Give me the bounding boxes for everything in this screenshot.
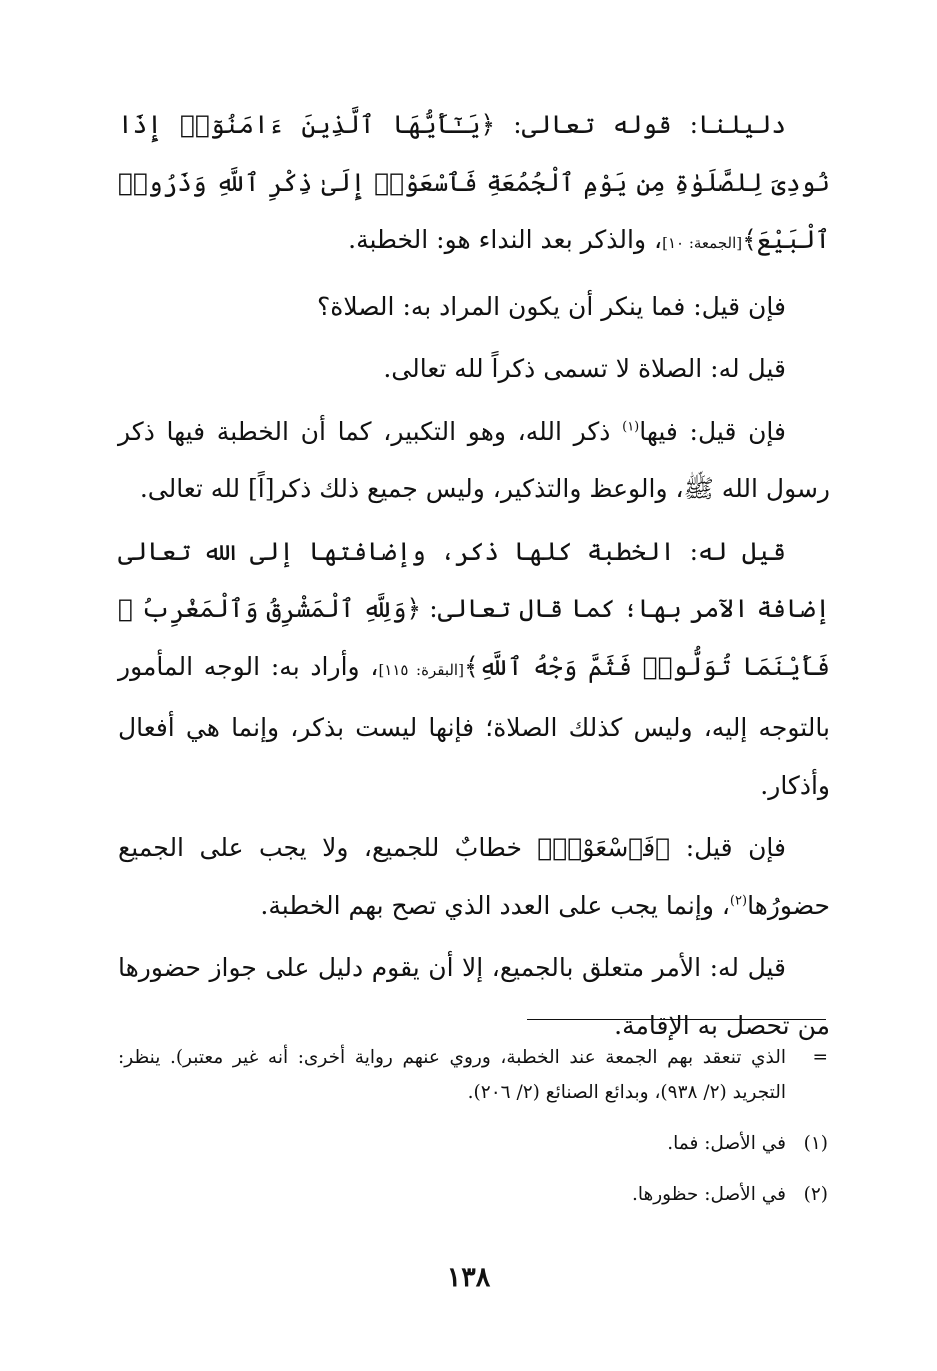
paragraph-6-text-b: خطابٌ للجميع، ولا يجب على الجميع حضورُها	[118, 833, 830, 920]
paragraph-5	[118, 523, 830, 815]
footnote-text: في الأصل: حظورها.	[631, 1184, 786, 1205]
verse-reference-baqarah: [البقرة: ١١٥]	[378, 660, 464, 679]
footnote-number: =	[812, 1047, 828, 1068]
paragraph-1-text-b: ، والذكر بعد النداء هو: الخطبة.	[348, 225, 663, 254]
footnote-marker-1: (١)	[622, 419, 640, 435]
paragraph-6	[118, 819, 830, 934]
footnotes	[118, 1040, 830, 1228]
paragraph-1-text-a: دليلنا: قوله تعالى:	[495, 110, 786, 139]
footnote-number: (١)	[803, 1133, 828, 1154]
footnote-text: في الأصل: فما.	[667, 1133, 786, 1154]
paragraph-1	[118, 96, 830, 273]
paragraph-5-text-b: ، وأراد به: الوجه المأمور بالتوجه إليه، وليس كذلك الصلاة؛ فإنها ليست بذكر، وإنما هي أفعال وأذكار.	[118, 651, 830, 800]
footnote-number: (٢)	[803, 1184, 828, 1205]
footnote-continued	[118, 1040, 830, 1110]
paragraph-2: فإن قيل: فما ينكر أن يكون المراد به: الصلاة؟	[316, 291, 786, 321]
footnote-text: الذي تنعقد بهم الجمعة عند الخطبة، وروي عنهم رواية أخرى: أنه غير معتبر). ينظر: التجريد (٢/ ٩٣٨)، وبدائع الصنائع (٢/ ٢٠٦).	[118, 1047, 786, 1103]
quran-verse-baqarah: ﴿وَلِلَّهِ ٱلْمَشْرِقُ وَٱلْمَغْرِبُ ۚ فَأَيْنَمَا تُوَلُّوا۟ فَثَمَّ وَجْهُ ٱللَّهِ﴾	[118, 594, 830, 681]
paragraph-7: قيل له: الأمر متعلق بالجميع، إلا أن يقوم دليل على جواز حضورها من تحصل به الإقامة.	[118, 953, 830, 1040]
paragraph-6-text-c: ، وإنما يجب على العدد الذي تصح بهم الخطبة.	[260, 890, 730, 920]
footnote-separator	[527, 1019, 826, 1020]
paragraph-3: قيل له: الصلاة لا تسمى ذكراً لله تعالى.	[383, 354, 786, 383]
paragraph-4-text-b: ذكر الله، وهو التكبير، كما أن الخطبة فيها ذكر رسول الله ﷺ، والوعظ والتذكير، وليس جميع ذلك ذكر[اً] لله تعالى.	[118, 416, 830, 503]
paragraph-4-text-a: فإن قيل: فيها	[639, 416, 787, 446]
paragraph-5-text-a: قيل له: الخطبة كلها ذكر، وإضافتها إلى الله تعالى إضافة الآمر بها؛ كما قال تعالى:	[118, 536, 830, 623]
page-number: ١٣٨	[446, 1262, 491, 1293]
main-text	[118, 96, 830, 1059]
footnote-2	[118, 1177, 830, 1212]
paragraph-6-text-a: فإن قيل:	[670, 833, 786, 862]
quran-word-fasaw: ﴿فَٱسْعَوْا۟﴾	[537, 833, 671, 862]
footnote-marker-2: (٢)	[729, 893, 748, 909]
footnote-1	[118, 1126, 830, 1161]
quran-verse-jumuah: ﴿يَـٰٓأَيُّهَا ٱلَّذِينَ ءَامَنُوٓا۟ إِذَا نُودِىَ لِلصَّلَوٰةِ مِن يَوْمِ ٱلْجُمُعَةِ فَٱسْعَوْا۟ إِلَىٰ ذِكْرِ ٱللَّهِ وَذَرُوا۟ ٱلْبَيْعَ﴾	[118, 110, 830, 254]
verse-reference-jumuah: [الجمعة: ١٠]	[662, 234, 743, 252]
paragraph-4	[118, 403, 830, 518]
